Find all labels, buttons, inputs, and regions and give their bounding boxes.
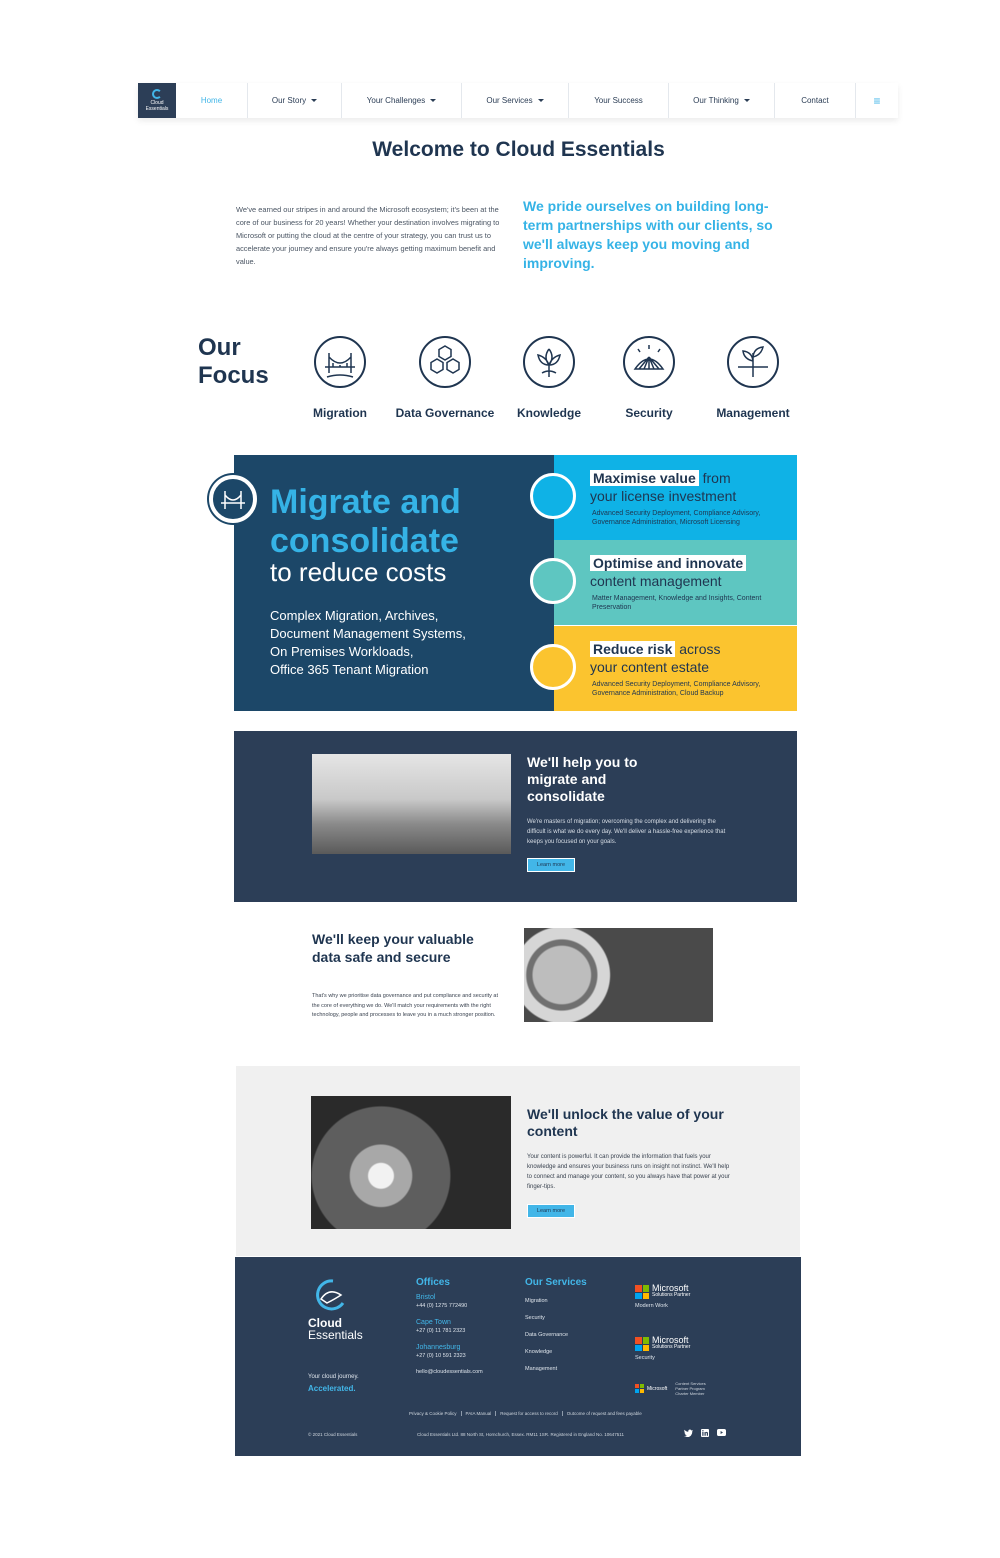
- services-title: Our Services: [525, 1277, 587, 1288]
- band-title-strong: Optimise and innovate: [590, 555, 746, 571]
- learn-more-button[interactable]: Learn more: [527, 1204, 575, 1218]
- nav-label: Our Services: [486, 96, 533, 105]
- office-city: Cape Town: [416, 1319, 451, 1326]
- band-subtext: Advanced Security Deployment, Compliance Advisory, Governance Administration, Microsoft Licensing: [592, 510, 761, 526]
- banner-list-item: Complex Migration, Archives,: [270, 608, 439, 623]
- request-access-link[interactable]: Request for access to record: [496, 1411, 563, 1416]
- partner-name: Microsoft: [652, 1335, 689, 1345]
- plant-icon: [726, 335, 780, 389]
- band-subtext: Advanced Security Deployment, Compliance Advisory, Governance Administration, Cloud Backup: [592, 681, 761, 697]
- focus-label: Migration: [313, 406, 367, 420]
- footer-service-link[interactable]: Knowledge: [525, 1349, 553, 1355]
- social-links: [684, 1429, 726, 1437]
- band-title: [590, 640, 721, 676]
- privacy-policy-link[interactable]: Privacy & Cookie Policy: [405, 1411, 462, 1416]
- section-heading: We'll help you to migrate and consolidate: [527, 754, 638, 804]
- program-line: Partner Program: [675, 1386, 705, 1391]
- footer-services: [525, 1277, 625, 1372]
- footer-brand-line1: Cloud: [308, 1316, 342, 1330]
- microsoft-logo-icon: [635, 1337, 649, 1351]
- partner-sub: Solutions Partner: [652, 1292, 691, 1298]
- logo-line2: Essentials: [145, 106, 169, 112]
- band-title-rest: across: [679, 641, 721, 657]
- banner-subheading: to reduce costs: [270, 557, 447, 587]
- footer-offices: [416, 1277, 516, 1375]
- nav-item-home[interactable]: [176, 83, 248, 118]
- plant-circle-icon: [530, 473, 576, 519]
- section-content: [236, 1066, 800, 1256]
- shell-icon: [622, 335, 676, 389]
- footer-brand-line2: Essentials: [308, 1328, 363, 1342]
- office-phone[interactable]: +44 (0) 1275 772490: [416, 1303, 468, 1309]
- logo-line1: Cloud: [150, 100, 164, 106]
- cloud-essentials-logo-icon[interactable]: [307, 1277, 355, 1313]
- nav-item-your-challenges[interactable]: [342, 83, 462, 118]
- focus-label: Management: [716, 406, 790, 420]
- twitter-icon[interactable]: [684, 1429, 693, 1437]
- band-title-line2: your license investment: [590, 488, 737, 504]
- office-phone[interactable]: +27 (0) 11 781 2323: [416, 1328, 466, 1334]
- nav-label: Home: [200, 96, 223, 105]
- stacked-rocks-photo: [312, 754, 511, 854]
- nav-label: Your Success: [594, 96, 643, 105]
- hexagons-icon: [418, 335, 472, 389]
- top-navigation: [138, 83, 898, 118]
- footer-tagline-accent: Accelerated.: [308, 1384, 356, 1393]
- logo-mark-icon: [152, 89, 162, 99]
- microsoft-logo-icon: [635, 1285, 649, 1299]
- band-title-line2: your content estate: [590, 659, 710, 675]
- offices-title: Offices: [416, 1277, 450, 1288]
- focus-item-management[interactable]: [698, 335, 808, 420]
- nav-item-your-success[interactable]: [569, 83, 669, 118]
- nav-item-our-thinking[interactable]: [669, 83, 775, 118]
- focus-label: Knowledge: [516, 406, 581, 420]
- focus-item-migration[interactable]: [285, 335, 395, 420]
- program-brand: Microsoft: [647, 1385, 668, 1392]
- banner-heading-line1: Migrate and: [270, 483, 461, 521]
- lotus-icon: [522, 335, 576, 389]
- nav-label: Contact: [801, 96, 829, 105]
- company-registration: Cloud Essentials Ltd. 88 North St, Hornchurch, Essex. RM11 1SR. Registered in England No. 10647511: [417, 1432, 624, 1437]
- band-subtext: Matter Management, Knowledge and Insights, Content Preservation: [592, 595, 762, 611]
- banner-list-item: Document Management Systems,: [270, 626, 466, 641]
- partner-badge-modern-work: [635, 1285, 745, 1309]
- nav-item-our-services[interactable]: [462, 83, 569, 118]
- microsoft-logo-icon: [635, 1384, 644, 1393]
- focus-label: Security: [625, 406, 673, 420]
- section-safe: [234, 908, 797, 1022]
- program-line: Content Services: [675, 1381, 706, 1386]
- intro-text: We've earned our stripes in and around the Microsoft ecosystem; it's been at the core of our business for 20 years! Whether your destination involves migrating to Microsoft or putting the cloud at the centre of your strategy, you can trust us to accelerate your journey and ensure you're always getting maximum benefit and value.: [236, 205, 500, 266]
- banner-heading-line2: consolidate: [270, 522, 459, 560]
- nav-item-contact[interactable]: [775, 83, 856, 118]
- outcome-request-link[interactable]: Outcome of request and fees payable: [566, 1411, 642, 1416]
- band-title-strong: Maximise value: [590, 470, 699, 486]
- bridge-icon: [313, 335, 367, 389]
- nav-label: Our Thinking: [693, 96, 739, 105]
- footer-tagline: Your cloud journey.: [308, 1374, 359, 1380]
- footer-email-link[interactable]: hello@cloudessentials.com: [416, 1369, 483, 1375]
- partner-area: Modern Work: [635, 1303, 668, 1309]
- nav-label: Your Challenges: [366, 96, 426, 105]
- footer-service-link[interactable]: Management: [525, 1366, 558, 1372]
- program-line: Charter Member: [675, 1391, 705, 1396]
- hamburger-menu-icon[interactable]: ≡: [873, 93, 881, 108]
- band-title-line2: content management: [590, 573, 722, 589]
- section-body: Your content is powerful. It can provide the information that fuels your knowledge and ensures your business runs on insight not instinct. We'll help to connect and manage your content, so you always have that power at your finger-tips.: [527, 1154, 730, 1190]
- band-reduce-risk: [554, 626, 797, 711]
- section-migrate: [234, 731, 797, 902]
- section-heading: We'll keep your valuable data safe and secure: [312, 931, 474, 965]
- footer-service-link[interactable]: Security: [525, 1315, 545, 1321]
- band-title-strong: Reduce risk: [590, 641, 675, 657]
- footer-legal-links: [405, 1411, 645, 1416]
- partner-sub: Solutions Partner: [652, 1344, 691, 1350]
- chevron-down-icon: [311, 99, 317, 102]
- chevron-down-icon: [430, 99, 436, 102]
- migrate-banner: [234, 455, 797, 711]
- banner-list-item: Office 365 Tenant Migration: [270, 662, 429, 677]
- chevron-down-icon: [744, 99, 750, 102]
- office-city: Bristol: [416, 1294, 436, 1301]
- band-title: [590, 554, 746, 590]
- paia-manual-link[interactable]: PAIA Manual: [462, 1411, 497, 1416]
- office-phone[interactable]: +27 (0) 10 591 2323: [416, 1353, 466, 1359]
- page-title: Welcome to Cloud Essentials: [372, 138, 665, 161]
- intro-quote: We pride ourselves on building long-term partnerships with our clients, so we'll always keep you moving and improving.: [523, 198, 773, 271]
- focus-title-line2: Focus: [198, 362, 269, 389]
- water-lily-photo: [311, 1096, 511, 1229]
- banner-list-item: On Premises Workloads,: [270, 644, 414, 659]
- shell-circle-icon: [530, 644, 576, 690]
- partner-name: Microsoft: [652, 1283, 689, 1293]
- section-body: That's why we prioritise data governance and put compliance and security at the core of everything we do. We'll match your requirements with the right technology, people and processes to leave you in a much stronger position.: [312, 993, 499, 1018]
- focus-item-knowledge[interactable]: [494, 335, 604, 420]
- section-body: We're masters of migration; overcoming the complex and delivering the difficult is what we do every day. We'll deliver a hassle-free experience that keeps you focused on your goals.: [527, 819, 726, 845]
- content-services-badge: [635, 1381, 755, 1396]
- copyright: © 2021 Cloud Essentials: [308, 1432, 358, 1437]
- partner-badge-security: [635, 1337, 745, 1361]
- focus-item-security[interactable]: [594, 335, 704, 420]
- footer-service-link[interactable]: Data Governance: [525, 1332, 569, 1338]
- focus-item-data-governance[interactable]: [390, 335, 500, 420]
- band-maximise-value: [554, 455, 797, 540]
- nautilus-shell-photo: [524, 928, 713, 1022]
- nav-label: Our Story: [271, 96, 307, 105]
- band-optimise-innovate: [554, 540, 797, 625]
- lotus-circle-icon: [530, 558, 576, 604]
- bridge-badge-icon: [209, 475, 257, 523]
- learn-more-button[interactable]: Learn more: [527, 858, 575, 872]
- band-title: [590, 469, 736, 505]
- banner-list: [270, 607, 550, 679]
- footer-service-link[interactable]: Migration: [525, 1298, 548, 1304]
- office-city: Johannesburg: [416, 1344, 461, 1351]
- band-title-rest: from: [702, 470, 731, 486]
- section-heading: We'll unlock the value of your content: [527, 1106, 724, 1139]
- linkedin-icon[interactable]: [701, 1429, 709, 1437]
- focus-label: Data Governance: [395, 406, 495, 420]
- partner-area: Security: [635, 1355, 655, 1361]
- youtube-icon[interactable]: [717, 1429, 726, 1436]
- nav-item-our-story[interactable]: [248, 83, 342, 118]
- cloud-essentials-logo[interactable]: [138, 83, 176, 118]
- banner-heading: [270, 483, 550, 561]
- footer: [235, 1257, 801, 1456]
- focus-title: [198, 334, 269, 390]
- chevron-down-icon: [538, 99, 544, 102]
- focus-title-line1: Our: [198, 334, 241, 361]
